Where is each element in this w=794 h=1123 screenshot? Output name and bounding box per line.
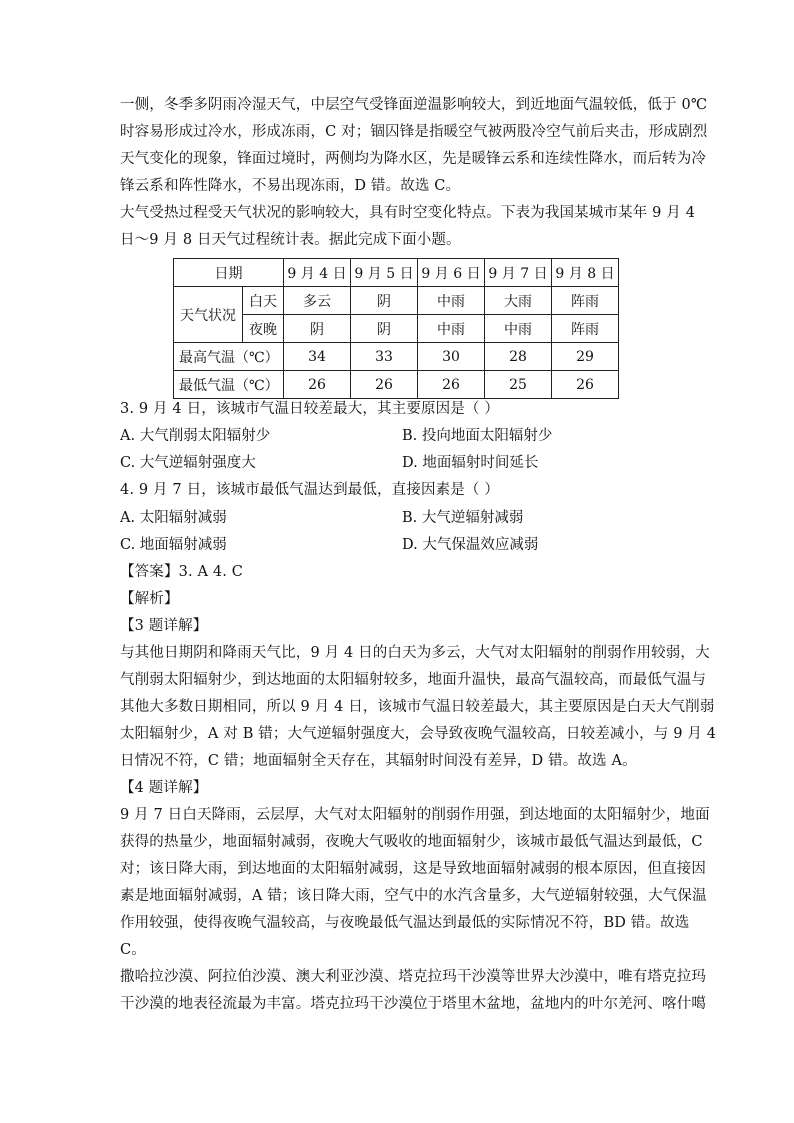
q3-detail-heading: 【3 题详解】 xyxy=(120,618,208,634)
q4-detail-line: C。 xyxy=(120,942,146,958)
q3-detail-line: 太阳辐射少，A 对 B 错；大气逆辐射强度大，会导致夜晚气温较高，日较差减小，与 9 月 4 xyxy=(120,726,717,742)
min-temp-cell: 26 xyxy=(552,371,619,399)
table-row xyxy=(174,343,619,371)
analysis-heading: 【解析】 xyxy=(120,591,179,607)
date-cell: 9 月 5 日 xyxy=(351,259,418,287)
max-temp-cell: 28 xyxy=(485,343,552,371)
table-row xyxy=(174,371,619,399)
date-cell: 9 月 7 日 xyxy=(485,259,552,287)
intro-line: 一侧，冬季多阴雨冷湿天气，中层空气受锋面逆温影响较大，到近地面气温较低，低于 0℃ xyxy=(120,97,708,113)
min-temp-cell: 26 xyxy=(284,371,351,399)
question-4-option-c: C. 地面辐射减弱 xyxy=(120,537,227,553)
night-weather-cell: 中雨 xyxy=(485,315,552,343)
max-temp-cell: 34 xyxy=(284,343,351,371)
min-temp-cell: 26 xyxy=(418,371,485,399)
date-cell: 9 月 8 日 xyxy=(552,259,619,287)
night-weather-cell: 中雨 xyxy=(418,315,485,343)
max-temp-label-cell: 最高气温（℃） xyxy=(174,343,284,371)
question-4-option-d: D. 大气保温效应减弱 xyxy=(402,537,539,553)
q4-detail-line: 获得的热量少，地面辐射减弱，夜晚大气吸收的地面辐射少，该城市最低气温达到最低，C xyxy=(120,834,703,850)
question-3-option-b: B. 投向地面太阳辐射少 xyxy=(402,428,553,444)
question-3-stem: 3. 9 月 4 日，该城市气温日较差最大，其主要原因是（ ） xyxy=(120,401,499,417)
intro-line: 大气受热过程受天气状况的影响较大，具有时空变化特点。下表为我国某城市某年 9 月 4 xyxy=(120,205,696,221)
night-label-cell: 夜晚 xyxy=(243,315,284,343)
q3-detail-line: 其他大多数日期相同，所以 9 月 4 日，该城市气温日较差最大，其主要原因是白天大气削弱 xyxy=(120,699,715,715)
table-row xyxy=(174,287,619,315)
q4-detail-line: 9 月 7 日白天降雨，云层厚，大气对太阳辐射的削弱作用强，到达地面的太阳辐射少，地面 xyxy=(120,807,710,823)
max-temp-cell: 29 xyxy=(552,343,619,371)
question-4-option-a: A. 太阳辐射减弱 xyxy=(120,510,227,526)
min-temp-cell: 25 xyxy=(485,371,552,399)
answer-line: 【答案】3. A 4. C xyxy=(120,564,244,580)
closing-line: 撒哈拉沙漠、阿拉伯沙漠、澳大利亚沙漠、塔克拉玛干沙漠等世界大沙漠中，唯有塔克拉玛 xyxy=(120,969,706,985)
night-weather-cell: 阵雨 xyxy=(552,315,619,343)
q4-detail-line: 作用较强，使得夜晚气温较高，与夜晚最低气温达到最低的实际情况不符，BD 错。故选 xyxy=(120,915,690,931)
intro-line: 锋云系和阵性降水，不易出现冻雨，D 错。故选 C。 xyxy=(120,178,461,194)
intro-line: 天气变化的现象，锋面过境时，两侧均为降水区，先是暖锋云系和连续性降水，而后转为冷 xyxy=(120,151,706,167)
q4-detail-line: 对；该日降大雨，到达地面的太阳辐射减弱，这是导致地面辐射减弱的根本原因，但直接因 xyxy=(120,861,706,877)
night-weather-cell: 阴 xyxy=(284,315,351,343)
date-cell: 9 月 4 日 xyxy=(284,259,351,287)
max-temp-cell: 33 xyxy=(351,343,418,371)
day-weather-cell: 中雨 xyxy=(418,287,485,315)
date-header-cell: 日期 xyxy=(174,259,284,287)
night-weather-cell: 阴 xyxy=(351,315,418,343)
question-3-option-a: A. 大气削弱太阳辐射少 xyxy=(120,428,271,444)
day-label-cell: 白天 xyxy=(243,287,284,315)
question-4-option-b: B. 大气逆辐射减弱 xyxy=(402,510,524,526)
q4-detail-line: 素是地面辐射减弱，A 错；该日降大雨，空气中的水汽含量多，大气逆辐射较强，大气保温 xyxy=(120,888,707,904)
question-3-option-d: D. 地面辐射时间延长 xyxy=(402,455,539,471)
day-weather-cell: 大雨 xyxy=(485,287,552,315)
table-row xyxy=(174,259,619,287)
q3-detail-line: 与其他日期阴和降雨天气比，9 月 4 日的白天为多云，大气对太阳辐射的削弱作用较弱，大 xyxy=(120,645,710,661)
min-temp-label-cell: 最低气温（℃） xyxy=(174,371,284,399)
day-weather-cell: 阵雨 xyxy=(552,287,619,315)
day-weather-cell: 阴 xyxy=(351,287,418,315)
intro-line: 时容易形成过冷水，形成冻雨，C 对；锢囚锋是指暖空气被两股冷空气前后夹击，形成剧烈 xyxy=(120,124,708,140)
weather-table xyxy=(173,258,619,399)
q3-detail-line: 气削弱太阳辐射少，到达地面的太阳辐射较多，地面升温快，最高气温较高，而最低气温与 xyxy=(120,672,706,688)
question-3-option-c: C. 大气逆辐射强度大 xyxy=(120,455,256,471)
date-cell: 9 月 6 日 xyxy=(418,259,485,287)
intro-line: 日～9 月 8 日天气过程统计表。据此完成下面小题。 xyxy=(120,232,461,248)
max-temp-cell: 30 xyxy=(418,343,485,371)
q3-detail-line: 日情况不符，C 错；地面辐射全天存在，其辐射时间没有差异，D 错。故选 A。 xyxy=(120,753,637,769)
closing-line: 干沙漠的地表径流最为丰富。塔克拉玛干沙漠位于塔里木盆地，盆地内的叶尔羌河、喀什噶 xyxy=(120,996,706,1012)
weather-label-cell: 天气状况 xyxy=(174,287,243,343)
q4-detail-heading: 【4 题详解】 xyxy=(120,780,208,796)
day-weather-cell: 多云 xyxy=(284,287,351,315)
question-4-stem: 4. 9 月 7 日，该城市最低气温达到最低，直接因素是（ ） xyxy=(120,482,499,498)
min-temp-cell: 26 xyxy=(351,371,418,399)
